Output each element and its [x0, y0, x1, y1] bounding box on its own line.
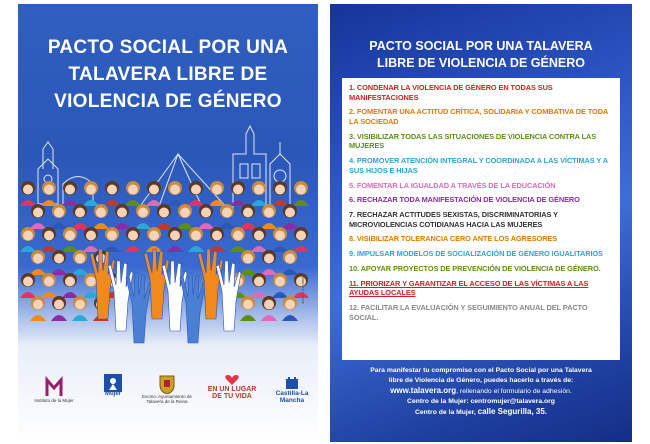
sponsor-logos	[18, 374, 318, 434]
crowd-person	[251, 227, 267, 252]
en-un-lugar-logo	[203, 374, 261, 434]
pact-point-1: 1. CONDENAR LA VIOLENCIA DE GÉNERO EN TODAS SUS MANIFESTACIONES	[349, 83, 553, 102]
crowd-person	[209, 181, 225, 206]
crowd-person	[230, 181, 246, 206]
crowd-person	[51, 204, 67, 229]
crowd-person	[62, 273, 78, 298]
crowd-person	[72, 204, 88, 229]
castilla-la-mancha-logo	[266, 374, 318, 434]
crowd-person	[62, 181, 78, 206]
castle-icon	[285, 374, 299, 390]
crowd-person	[104, 181, 120, 206]
poster-title	[18, 34, 318, 115]
crowd-person	[177, 204, 193, 229]
crowd-person	[156, 204, 172, 229]
crowd-person	[272, 273, 288, 298]
en-un-lugar-line-2: DE TU VIDA	[212, 393, 252, 400]
footer-line-1: Para manifestar tu compromiso con el Pacto Social por una Talavera	[370, 367, 592, 374]
instituto-mujer-logo	[32, 374, 76, 434]
mujer-label: Mujer	[104, 391, 121, 397]
raised-hands-illustration	[88, 229, 248, 349]
pact-point-12: 12. FACILITAR LA EVALUACIÓN Y SEGUIMIENTO ANUAL DEL PACTO SOCIAL.	[349, 303, 588, 322]
raised-hand	[180, 273, 205, 343]
footer-line-5	[330, 407, 632, 418]
poster-left	[18, 4, 318, 442]
raised-hand	[108, 261, 133, 331]
pact-point-8: 8. VISIBILIZAR TOLERANCIA CERO ANTE LOS AGRESORES	[349, 234, 558, 244]
raised-hand	[216, 261, 241, 331]
footer-line-3	[330, 386, 632, 397]
crowd-person	[72, 296, 88, 321]
website-link[interactable]: www.talavera.org	[390, 386, 457, 395]
pact-title-line-2: LIBRE DE VIOLENCIA DE GÉNERO	[377, 56, 585, 70]
pact-point-6: 6. RECHAZAR TODA MANIFESTACIÓN DE VIOLENCIA DE GÉNERO	[349, 195, 580, 205]
pact-point-7: 7. RECHAZAR ACTITUDES SEXISTAS, DISCRIMINATORIAS Y MICROVIOLENCIAS COTIDIANAS HACIA LAS MUJERES	[349, 210, 558, 229]
pact-point-2: 2. FOMENTAR UNA ACTITUD CRÍTICA, SOLIDARIA Y COMBATIVA DE TODA LA SOCIEDAD	[349, 107, 608, 126]
pact-title	[330, 38, 632, 72]
crowd-person	[261, 204, 277, 229]
crowd-person	[41, 273, 57, 298]
crowd-person	[62, 227, 78, 252]
footer-line-2: libre de Violencia de Género, puedes hacerlo a través de:	[388, 377, 574, 384]
crowd-person	[282, 250, 298, 275]
crowd-person	[41, 181, 57, 206]
design-credit: diseño estrategia	[300, 273, 305, 304]
pact-point-4: 4. PROMOVER ATENCIÓN INTEGRAL Y COORDINADA A LAS VÍCTIMAS Y A SUS HIJOS E HIJAS	[349, 156, 608, 175]
raised-hand	[90, 249, 115, 319]
crowd-person	[219, 204, 235, 229]
raised-hand	[126, 273, 151, 343]
crowd-person	[20, 181, 36, 206]
pact-points-panel	[330, 4, 632, 442]
commitment-footer	[330, 366, 632, 418]
raised-hand	[198, 249, 223, 319]
pact-point-9: 9. IMPULSAR MODELOS DE SOCIALIZACIÓN DE GÉNERO IGUALITARIOS	[349, 249, 603, 259]
crowd-person	[30, 296, 46, 321]
crowd-person	[72, 250, 88, 275]
footer-address: calle Segurilla, 35.	[477, 407, 548, 416]
instituto-mujer-label: Instituto de la Mujer	[34, 398, 74, 403]
crowd-person	[93, 204, 109, 229]
footer-line-3-rest: , rellenando el formulario de adhesión.	[456, 388, 572, 395]
crowd-person	[114, 204, 130, 229]
crowd-person	[20, 227, 36, 252]
mujer-logo	[98, 374, 128, 434]
crowd-person	[282, 296, 298, 321]
crowd-person	[251, 181, 267, 206]
crowd-person	[198, 204, 214, 229]
poster-title-line-1: PACTO SOCIAL POR UNA	[47, 37, 289, 58]
ayuntamiento-logo	[136, 374, 198, 434]
crowd-person	[51, 250, 67, 275]
footer-line-4	[330, 397, 632, 407]
pact-point-10: 10. APOYAR PROYECTOS DE PREVENCIÓN DE VIOLENCIA DE GÉNERO.	[349, 264, 601, 273]
pact-title-line-1: PACTO SOCIAL POR UNA TALAVERA	[369, 39, 593, 53]
pact-points-list	[342, 78, 620, 360]
crowd-person	[125, 181, 141, 206]
castilla-la-mancha-label: Castilla-La Mancha	[275, 390, 309, 404]
crowd-person	[261, 250, 277, 275]
en-un-lugar-line-1: EN UN LUGAR	[207, 386, 257, 393]
email-link[interactable]: centromujer@talavera.org	[470, 398, 555, 405]
raised-hand	[162, 261, 187, 331]
crowd-person	[135, 204, 151, 229]
heart-hand-icon	[225, 374, 239, 386]
pact-point-11: 11. PRIORIZAR Y GARANTIZAR EL ACCESO DE LAS VÍCTIMAS A LAS AYUDAS LOCALES	[349, 278, 589, 298]
crowd-person	[272, 227, 288, 252]
crowd-person	[20, 273, 36, 298]
poster-title-line-3: VIOLENCIA DE GÉNERO	[54, 91, 282, 112]
crowd-person	[293, 181, 309, 206]
crowd-person	[41, 227, 57, 252]
crowd-person	[261, 296, 277, 321]
crowd-person	[30, 204, 46, 229]
crowd-person	[146, 181, 162, 206]
footer-address-label: Centro de la Mujer,	[414, 409, 478, 416]
crowd-person	[30, 250, 46, 275]
footer-email-label: Centro de la Mujer:	[407, 398, 471, 405]
crowd-person	[167, 181, 183, 206]
crowd-person	[188, 181, 204, 206]
crowd-person	[251, 273, 267, 298]
raised-hand	[144, 249, 169, 319]
pact-point-5: 5. FOMENTAR LA IGUALDAD A TRAVÉS DE LA EDUCACIÓN	[349, 180, 556, 190]
pact-point-3: 3. VISIBILIZAR TODAS LAS SITUACIONES DE VIOLENCIA CONTRA LAS MUJERES	[349, 131, 597, 151]
mujer-icon	[104, 374, 122, 392]
coat-of-arms-icon	[159, 374, 175, 394]
crowd-person	[272, 181, 288, 206]
poster-title-line-2: TALAVERA LIBRE DE	[68, 64, 268, 85]
instituto-mujer-icon	[44, 374, 64, 398]
crowd-person	[83, 181, 99, 206]
ayuntamiento-label: Excmo. Ayuntamiento de Talavera de la Reina	[142, 394, 192, 404]
crowd-person	[282, 204, 298, 229]
crowd-person	[240, 204, 256, 229]
crowd-person	[51, 296, 67, 321]
